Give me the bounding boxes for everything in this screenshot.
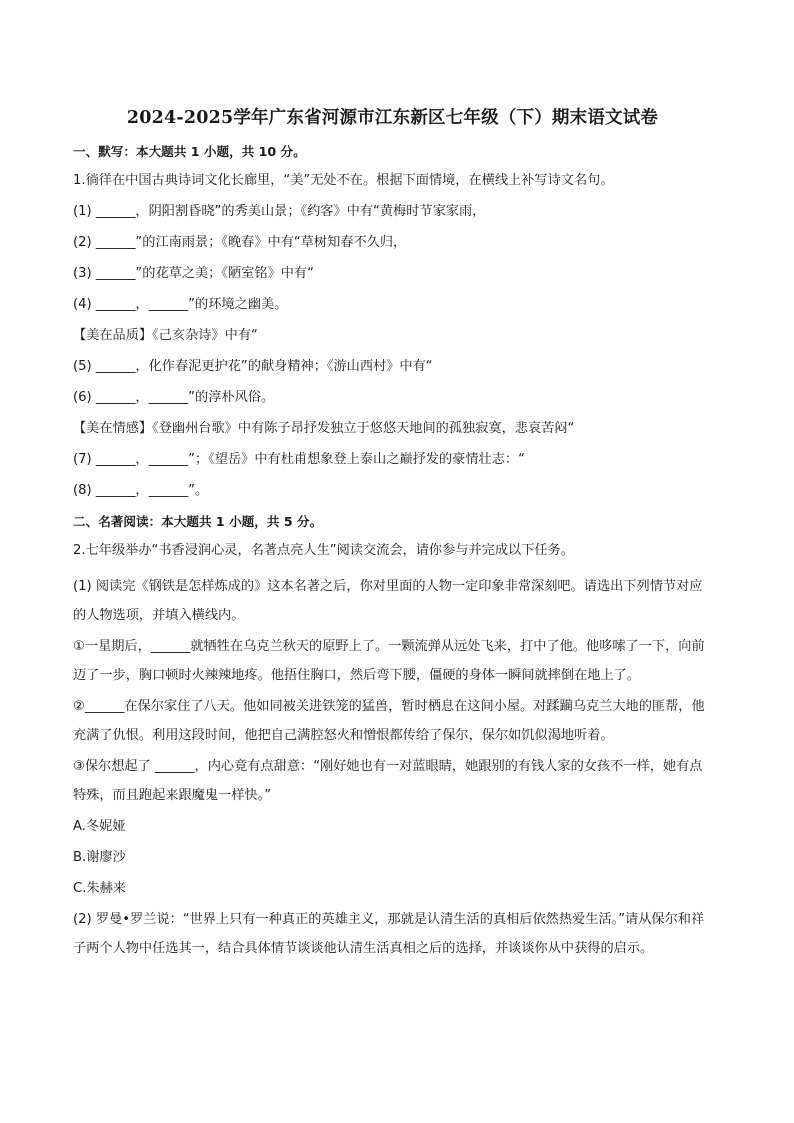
q1-line-3: (3) ______”的花草之美；《陋室铭》中有“ (73, 266, 314, 281)
section-2-header: 二、名著阅读：本大题共 1 小题，共 5 分。 (73, 514, 323, 529)
q2-sub-2: (2) 罗曼•罗兰说：“世界上只有一种真正的英雄主义，那就是认清生活的真相后依然热爱生活。”请从保尔和祥子两个人物中任选其一，结合具体情节谈谈他认清生活真相之后的选择，并谈谈你从中获得的启示。 (73, 912, 705, 956)
question-1-stem: 1.徜徉在中国古典诗词文化长廊里，“美”无处不在。根据下面情境，在横线上补写诗文名句。 (73, 173, 614, 188)
q1-line-4: (4) ______，______”的环境之幽美。 (73, 297, 288, 312)
q1-line-6: (5) ______，化作春泥更护花”的献身精神；《游山西村》中有“ (73, 359, 433, 374)
q1-line-7: (6) ______，______”的淳朴风俗。 (73, 390, 275, 405)
q1-line-8: 【美在情感】《登幽州台歌》中有陈子昂抒发独立于悠悠天地间的孤独寂寞，悲哀苦闷“ (73, 421, 575, 436)
q1-line-9: (7) ______，______”；《望岳》中有杜甫想象登上泰山之巅抒发的豪情壮志：“ (73, 452, 525, 467)
q2-item-2: ②______在保尔家住了八天。他如同被关进铁笼的猛兽，暂时栖息在这间小屋。对蹂躏乌克兰大地的匪帮，他充满了仇恨。利用这段时间，他把自己满腔怒火和憎恨都传给了保尔，保尔如饥似渴地听着。 (73, 699, 705, 743)
q1-line-2: (2) ______”的江南雨景；《晚春》中有“草树知春不久归， (73, 235, 407, 250)
exam-title: 2024-2025学年广东省河源市江东新区七年级（下）期末语文试卷 (126, 108, 659, 128)
q1-line-1: (1) ______，阴阳割昏晓”的秀美山景；《约客》中有“黄梅时节家家雨， (73, 204, 486, 219)
q2-sub-1: (1) 阅读完《钢铁是怎样炼成的》这本名著之后，你对里面的人物一定印象非常深刻吧。请选出下列情节对应的人物选项，并填入横线内。 (73, 579, 703, 623)
q2-item-1: ①一星期后，______就牺牲在乌克兰秋天的原野上了。一颗流弹从远处飞来，打中了他。他哆嗦了一下，向前迈了一步，胸口顿时火辣辣地疼。他捂住胸口，然后弯下腰，僵硬的身体一瞬间就摔倒在地上了。 (73, 639, 705, 683)
q1-line-5: 【美在品质】《己亥杂诗》中有“ (73, 328, 258, 343)
q1-line-10: (8) ______，______”。 (73, 483, 209, 498)
q2-item-3: ③保尔想起了 ______，内心竟有点甜意：“刚好她也有一对蓝眼睛，她跟别的有钱人家的女孩不一样，她有点特殊，而且跑起来跟魔鬼一样快。” (73, 759, 703, 803)
option-c: C.朱赫来 (73, 881, 126, 896)
section-1-header: 一、默写：本大题共 1 小题，共 10 分。 (73, 144, 306, 159)
option-b: B.谢廖沙 (73, 850, 126, 865)
question-2-stem: 2.七年级举办“书香浸润心灵，名著点亮人生”阅读交流会，请你参与并完成以下任务。 (73, 543, 574, 558)
option-a: A.冬妮娅 (73, 819, 126, 834)
